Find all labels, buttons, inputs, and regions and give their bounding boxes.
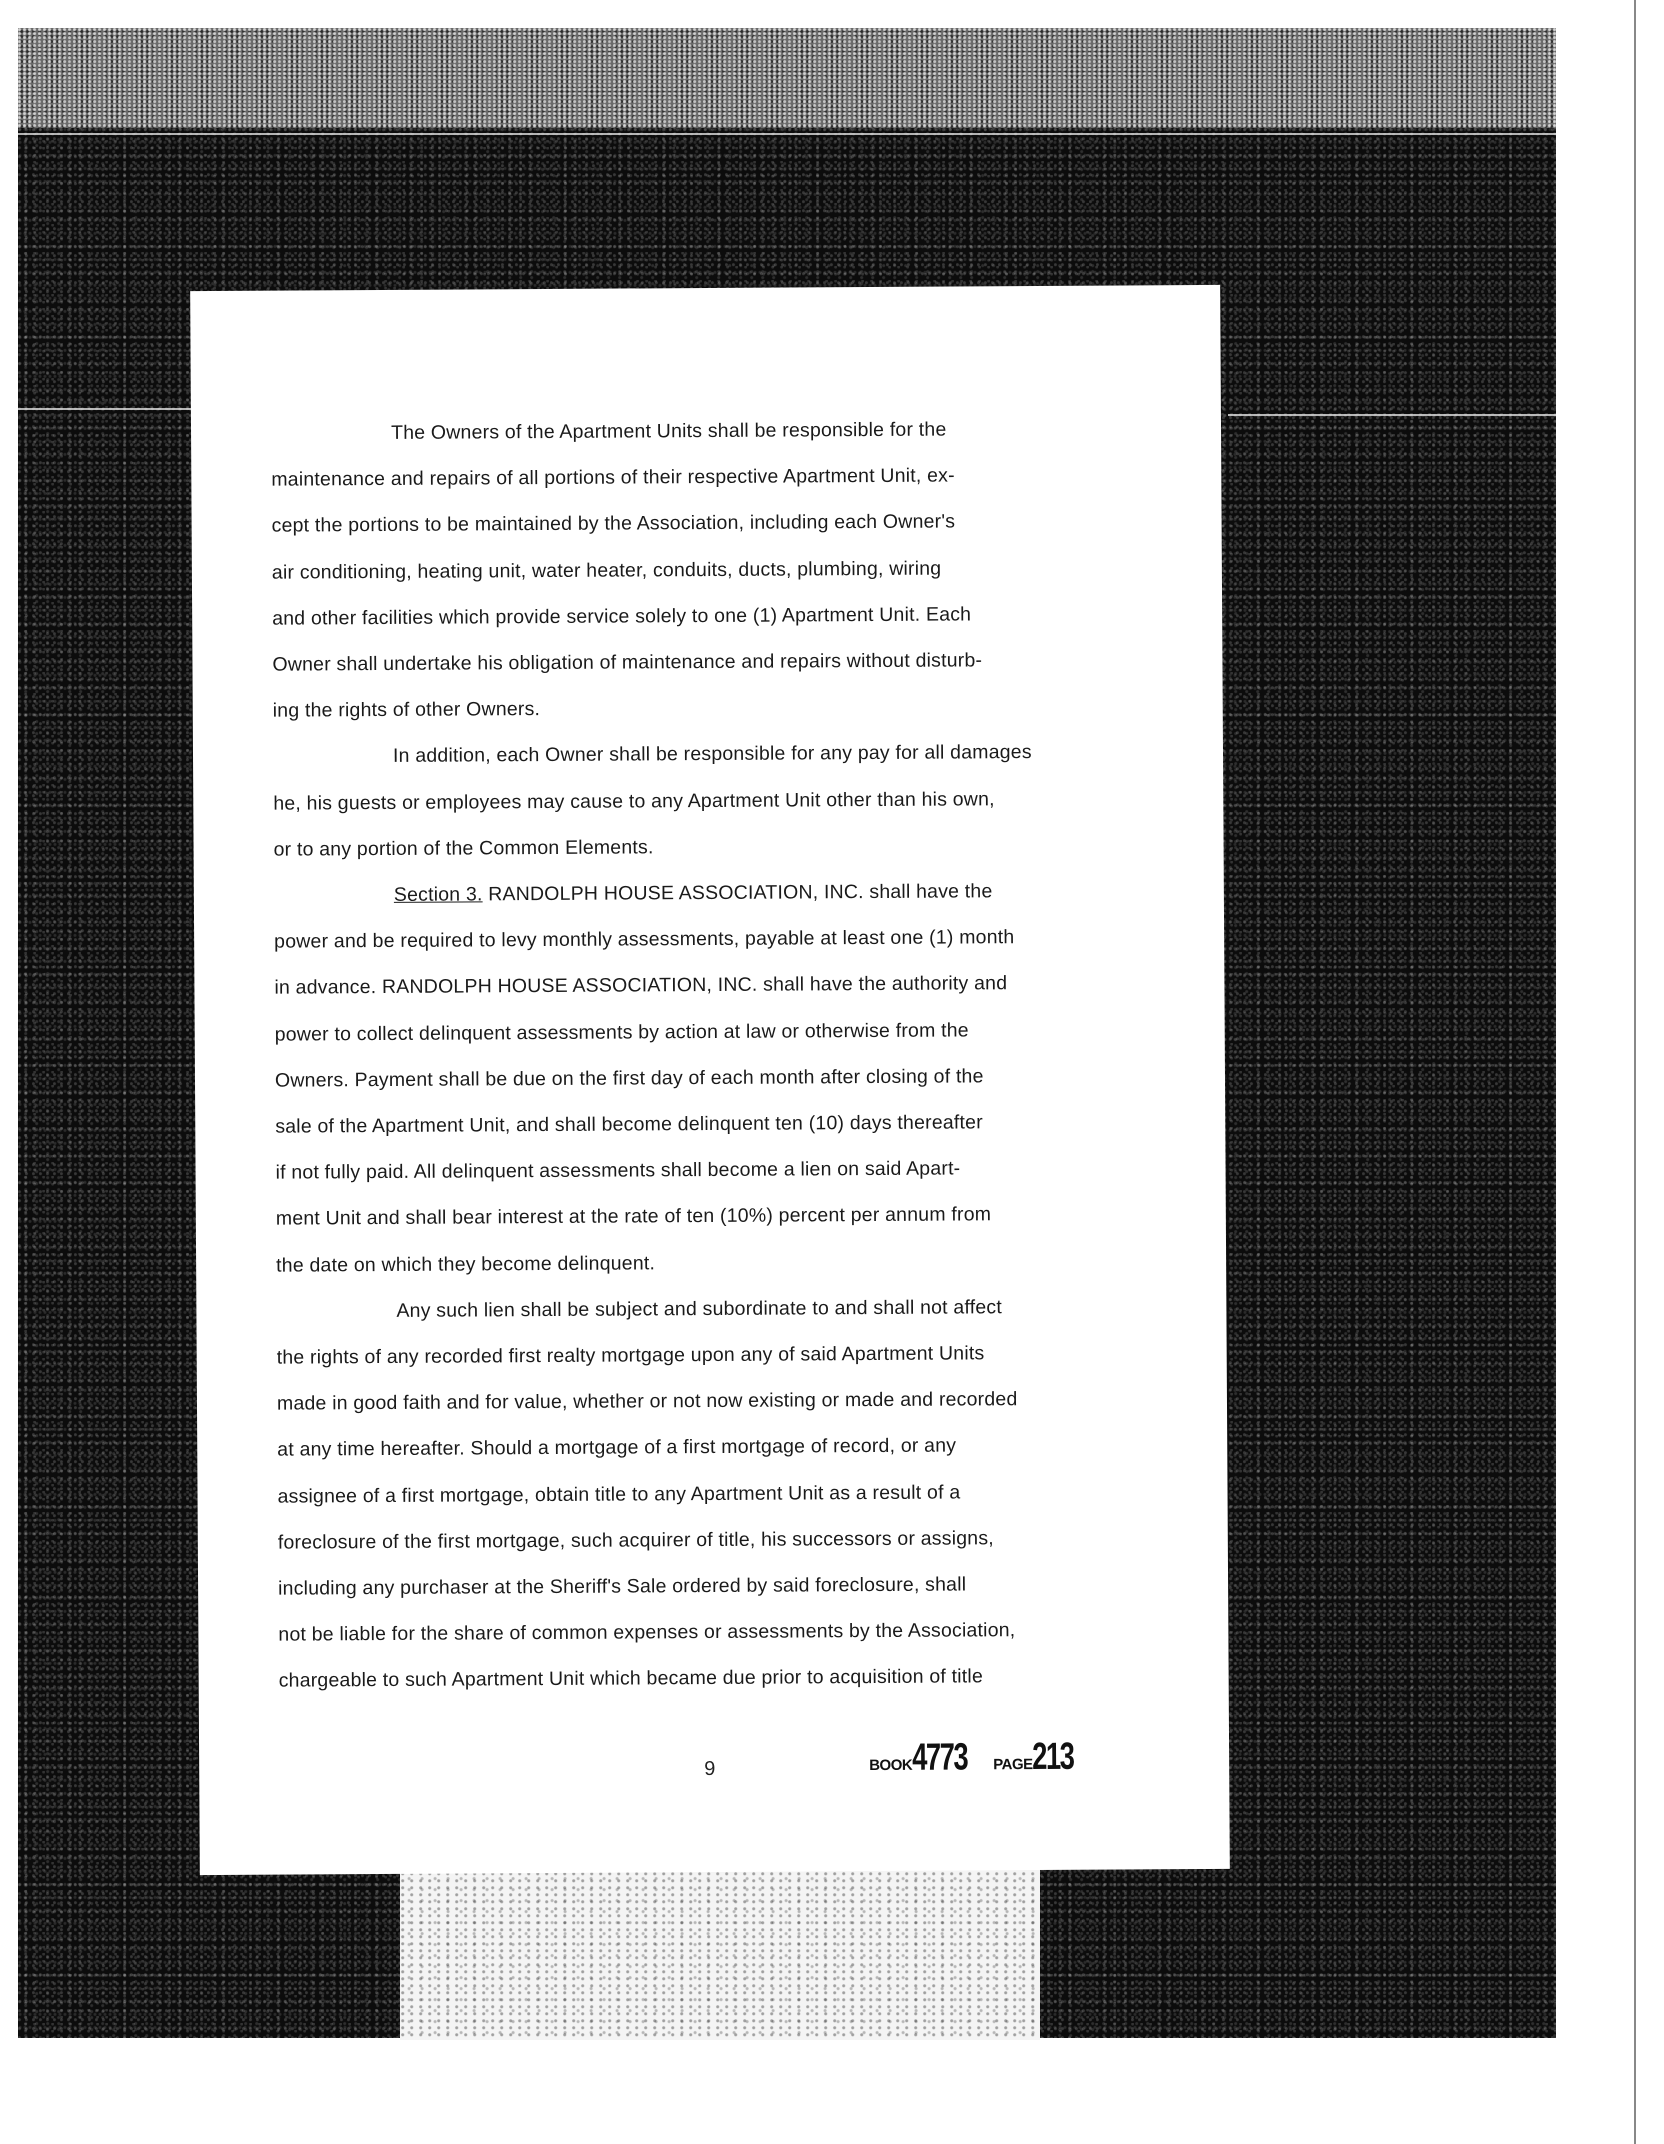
text-line: Any such lien shall be subject and subordinate to and shall not affect (396, 1296, 1003, 1322)
paragraph-1 (271, 405, 1203, 734)
text-line: power and be required to levy monthly assessments, payable at least one (1) month (274, 926, 1015, 953)
paragraph-2 (273, 728, 1204, 872)
scan-bottom-patch (400, 1850, 1040, 2040)
text-line: made in good faith and for value, whether or not now existing or made and recorded (276, 1388, 1018, 1415)
book-label: BOOK (869, 1756, 913, 1775)
page-edge-rule (1634, 0, 1636, 2144)
scan-top-noise (18, 28, 1556, 128)
text-line: air conditioning, heating unit, water heater, conduits, ducts, plumbing, wiring (271, 557, 942, 584)
page-reference: 213 (1032, 1735, 1075, 1779)
text-line: in advance. RANDOLPH HOUSE ASSOCIATION, INC. shall have the authority and (274, 972, 1008, 1000)
book-number: 4773 (912, 1736, 968, 1779)
paragraph-3 (274, 867, 1207, 1289)
text-line (274, 867, 1204, 919)
text-line: Owners. Payment shall be due on the first day of each month after closing of the (274, 1065, 984, 1092)
section-heading: Section 3. (393, 883, 483, 906)
text-line: The Owners of the Apartment Units shall be responsible for the (390, 418, 947, 444)
text-line: the date on which they become delinquent. (276, 1251, 656, 1277)
scan-line-left (18, 408, 198, 410)
paragraph-4 (276, 1283, 1209, 1705)
text-line: he, his guests or employees may cause to any Apartment Unit other than his own, (273, 787, 995, 815)
text-line: chargeable to such Apartment Unit which became due prior to acquisition of title (278, 1665, 984, 1693)
text-line: maintenance and repairs of all portions of their respective Apartment Unit, ex- (271, 464, 955, 491)
section-text: RANDOLPH HOUSE ASSOCIATION, INC. shall have the (482, 880, 993, 906)
text-line: the rights of any recorded first realty mortgage upon any of said Apartment Units (276, 1342, 985, 1369)
text-line: foreclosure of the first mortgage, such acquirer of title, his successors or assigns, (277, 1527, 994, 1554)
text-line: or to any portion of the Common Elements. (273, 836, 654, 861)
text-line: Owner shall undertake his obligation of maintenance and repairs without disturb- (272, 649, 983, 676)
text-line: assignee of a first mortgage, obtain title to any Apartment Unit as a result of a (277, 1481, 961, 1508)
paper-sheet (190, 285, 1230, 1875)
text-line: power to collect delinquent assessments by action at law or otherwise from the (274, 1019, 969, 1046)
scan-line-top (18, 133, 1556, 135)
text-line: including any purchaser at the Sheriff's Sale ordered by said foreclosure, shall (278, 1573, 967, 1600)
text-line: and other facilities which provide service solely to one (1) Apartment Unit. Each (272, 603, 972, 630)
scan-line-right (1228, 414, 1556, 416)
text-line: not be liable for the share of common expenses or assessments by the Association, (278, 1619, 1016, 1646)
text-line: at any time hereafter. Should a mortgage of a first mortgage of record, or any (277, 1434, 957, 1462)
text-line: cept the portions to be maintained by the Association, including each Owner's (271, 510, 956, 538)
text-line: In addition, each Owner shall be responsible for any pay for all damages (392, 741, 1032, 768)
book-page-stamp (869, 1736, 1090, 1780)
text-line: sale of the Apartment Unit, and shall become delinquent ten (10) days thereafter (275, 1111, 983, 1138)
text-line: ment Unit and shall bear interest at the rate of ten (10%) percent per annum from (275, 1203, 992, 1231)
page-label: PAGE (993, 1756, 1033, 1774)
text-line: ing the rights of other Owners. (272, 698, 541, 722)
page-number: 9 (704, 1757, 716, 1781)
document-body (271, 405, 1209, 1704)
text-line: if not fully paid. All delinquent assessments shall become a lien on said Apart- (275, 1157, 961, 1184)
